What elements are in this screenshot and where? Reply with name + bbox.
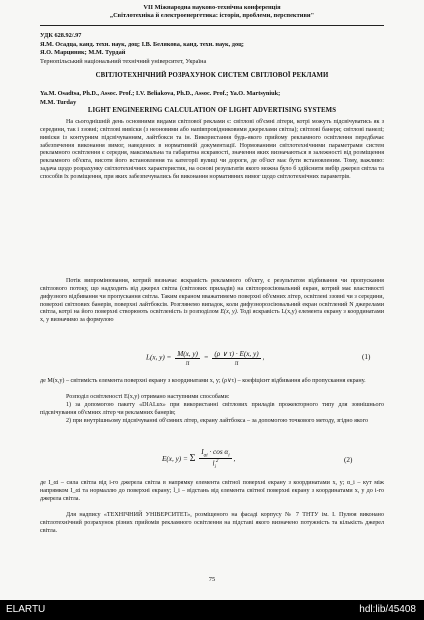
- paragraph-method-2: 2) при внутрішньому підсвічуванні об'ємних літер, екрану лайтбокса – за допомогою точкового методу, згідно якого: [66, 418, 368, 424]
- handle-label: hdl:lib/45408: [359, 604, 416, 615]
- equation-1: L(x, y) = $\frac{M(x, y)}{\pi}$ = $\frac{(\rho \vee \tau) \cdot E(x, y)}{\pi}$ ,: [146, 349, 265, 367]
- paragraph-eq2-legend: де I_αi – сила світла від i-го джерела світла в напрямку елемента світної поверхні екрану з координатами x, y; α_i – кут між напрямком I_αi та нормаллю до поверхні екрану; l_i – відстань від елемента світної поверхні екрану з координатами x, y до i-го джерела світла.: [40, 480, 384, 502]
- authors-ua-line2: Я.О. Марциняк; М.М. Турдай: [40, 49, 126, 56]
- paragraph-emission: [40, 278, 384, 328]
- authors-en-line2: M.M. Turday: [40, 99, 77, 106]
- paragraph-emission-text: Потік випромінювання, котрий визначає яскравість рекламного об'єкту, є результатом відбивання чи пропускання світлового потоку, що надходить від джерел світла (світлових приладів) на світлорозсіювальний екран, котрий має властивості дифузного відбивання чи пропускання світла. Таким екраном вважатимемо поверхні об'ємних літер, освітлені ззовні чи з середини, поверхні світлових банерів, поверхні лайтбоксів. Розглянемо випадок, коли дифузнорозсіювальний екран освітлений N джерелами світла, котрі на його поверхні створюють освітленість із розподілом: [40, 278, 384, 316]
- viewer-footer-bar: [0, 600, 424, 620]
- paragraph-intro: На сьогоднішній день основними видами світлової реклами є: світлові об'ємні літери, котрі можуть підсвічуватись як з середини, так і ззовні; світлові вивіски (з неоновими або напівпровідниковими джерелами світла); світлові банери; світлові панелі; вивіски із контурним підсвічуванням, лайтбокси та ін. Використання будь-якого прийому рекламного освітлення передбачає забезпечення виконання вимог, наведених в нормативній документації. Нормованими світлотехнічними параметрами систем рекламного освітлення є середня, максимальна та габаритна яскравості, значення яких визначаються в залежності від розміщення рекламного об'єкта, висоти його встановлення та категорії вулиці чи дороги, де об'єкт має бути встановленим. Тому, важливо: задача щодо розрахунку світлотехнічних характеристик, на основі результатів якого можна було б здійснити вибір джерел світла та способів їх розміщення, при яких забезпечувались би виконання нормативних вимог щодо світлотехнічних параметрів.: [40, 119, 384, 180]
- paragraph-methods-intro: Розподіл освітленості E(x,y) отримано наступними способами:: [66, 394, 230, 400]
- equation-2: E(x, y) = Σ $\frac{I_{\alpha i} \cdot \cos \alpha_i}{l_i^2}$ ,: [162, 448, 236, 471]
- title-en: LIGHT ENGINEERING CALCULATION OF LIGHT ADVERTISING SYSTEMS: [87, 107, 337, 114]
- conference-header: [40, 4, 384, 20]
- authors-en-line1: Ya.M. Osadtsa, Ph.D., Assoc. Prof.; I.V. Beliakova, Ph.D., Assoc. Prof.; Ya.O. Martsyniuk;: [40, 90, 281, 97]
- repository-label: ELARTU: [6, 604, 46, 615]
- paragraph-method-1: 1) за допомогою пакету «DIALux» при використанні світлових приладів прожекторного типу для зовнішнього підсвічування об'ємних літер чи рекламних банерів;: [40, 402, 384, 416]
- authors-ua-line1: Я.М. Осадца, канд. техн. наук, доц; І.В. Белякова, канд. техн. наук, доц;: [40, 41, 244, 48]
- header-rule: [40, 25, 384, 26]
- paragraph-conclusion: Для надпису «ТЕХНІЧНИЙ УНІВЕРСИТЕТ», розміщеного на фасаді корпусу № 7 ТНТУ ім. І. Пулюя виконано світлотехнічний розрахунок різних прийомів рекламного освітлення на підставі якого визначено потужність та кількість джерел світла.: [40, 512, 384, 534]
- conference-header-line1: VII Міжнародна науково-технічна конференція: [143, 4, 281, 11]
- affiliation: Тернопільський національний технічний університет, Україна: [40, 58, 207, 65]
- paragraph-emission-tail: . Тоді яскравість L(x,y) елемента екрану з координатами x, y визначимо за формулою: [40, 309, 384, 324]
- page-number: 75: [208, 576, 216, 583]
- udc-code: УДК 628.92/.97: [40, 32, 82, 39]
- conference-header-line2: „Світлотехніка й електроенергетика: історія, проблеми, перспективи": [109, 12, 315, 19]
- equation-1-number: (1): [362, 353, 371, 361]
- illuminance-symbol: E(x, y): [220, 309, 237, 316]
- equation-2-number: (2): [344, 456, 353, 464]
- paragraph-eq1-legend: де M(x,y) – світимість елемента поверхні екрану з координатами x, y; (ρ∨τ) – коефіцієнт відбивання або пропускання екрану.: [40, 378, 366, 384]
- title-ua: СВІТЛОТЕХНІЧНИЙ РОЗРАХУНОК СИСТЕМ СВІТЛОВОЇ РЕКЛАМИ: [95, 72, 329, 79]
